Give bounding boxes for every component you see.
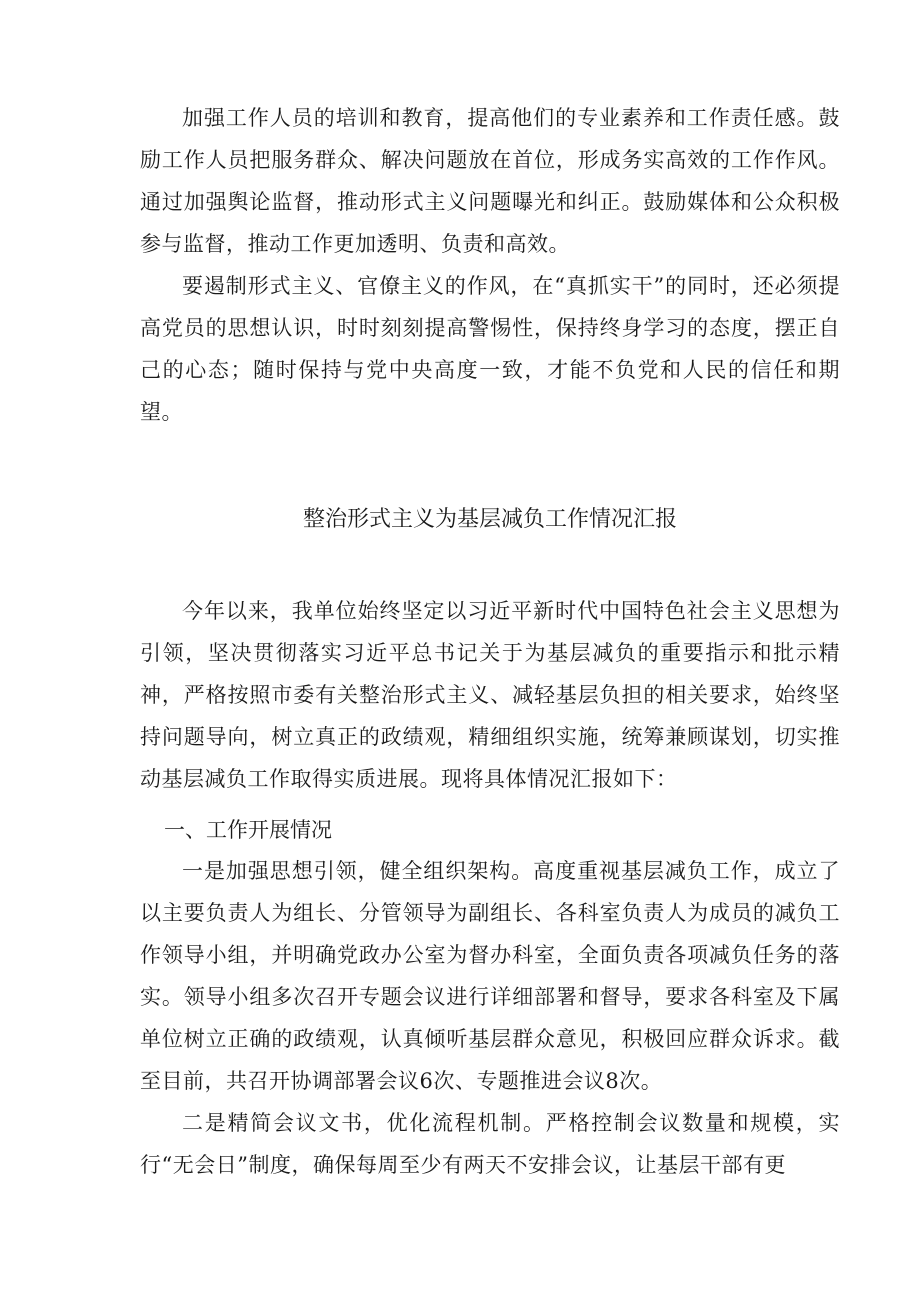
body-paragraph: 一是加强思想引领，健全组织架构。高度重视基层减负工作，成立了以主要负责人为组长、分管领导为副组长、各科室负责人为成员的减负工作领导小组，并明确党政办公室为督办科室，全面负责各项减负任务的落实。领导小组多次召开专题会议进行详细部署和督导，要求各科室及下属单位树立正确的政绩观，认真倾听基层群众意见，积极回应群众诉求。截至目前，共召开协调部署会议6次、专题推进会议8次。 <box>140 859 840 1093</box>
top-text-block <box>140 97 840 433</box>
body-paragraph: 二是精简会议文书，优化流程机制。严格控制会议数量和规模，实行“无会日”制度，确保每周至少有两天不安排会议，让基层干部有更 <box>140 1111 840 1177</box>
document-title: 整治形式主义为基层减负工作情况汇报 <box>302 507 677 532</box>
section-heading: 一、工作开展情况 <box>164 818 332 842</box>
intro-paragraph: 今年以来，我单位始终坚定以习近平新时代中国特色社会主义思想为引领，坚决贯彻落实习近平总书记关于为基层减负的重要指示和批示精神，严格按照市委有关整治形式主义、减轻基层负担的相关要求，始终坚持问题导向，树立真正的政绩观，精细组织实施，统筹兼顾谋划，切实推动基层减负工作取得实质进展。现将具体情况汇报如下： <box>140 599 840 791</box>
body-paragraph: 加强工作人员的培训和教育，提高他们的专业素养和工作责任感。鼓励工作人员把服务群众、解决问题放在首位，形成务实高效的工作作风。通过加强舆论监督，推动形式主义问题曝光和纠正。鼓励媒体和公众积极参与监督，推动工作更加透明、负责和高效。 <box>140 106 840 256</box>
body-paragraph: 要遏制形式主义、官僚主义的作风，在“真抓实干”的同时，还必须提高党员的思想认识，时时刻刻提高警惕性，保持终身学习的态度，摆正自己的心态；随时保持与党中央高度一致，才能不负党和人民的信任和期望。 <box>140 274 840 424</box>
section-text-block <box>140 850 840 1186</box>
intro-block <box>140 590 840 800</box>
